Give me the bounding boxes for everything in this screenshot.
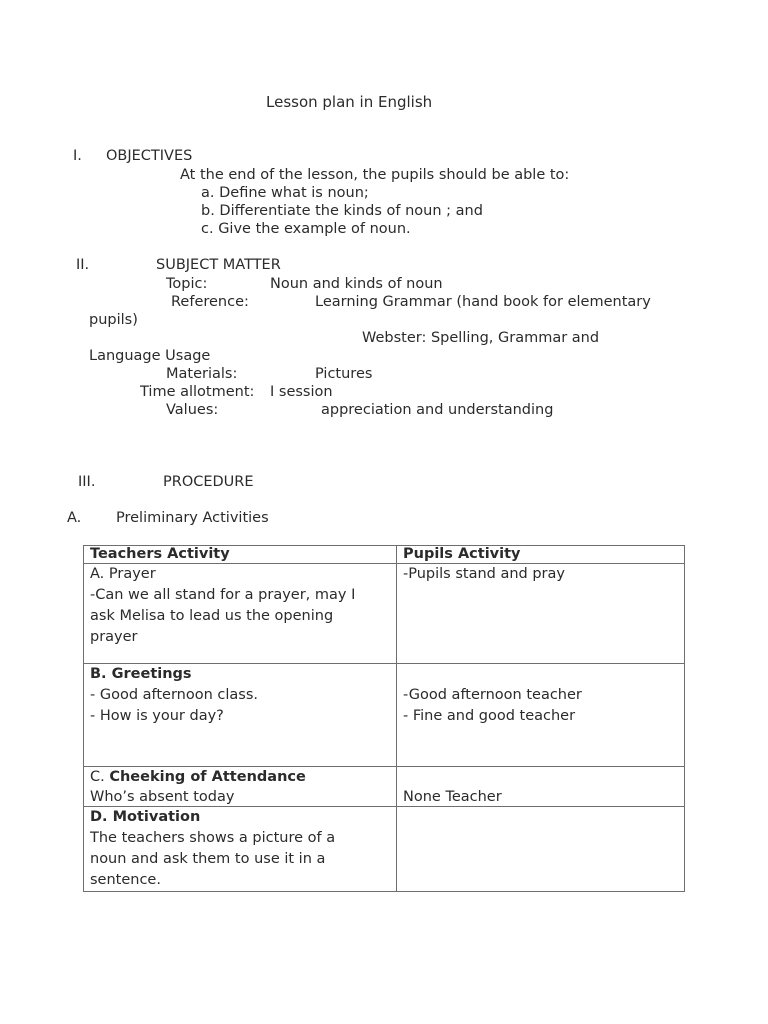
preliminary-heading: Preliminary Activities (116, 510, 269, 526)
pupil-line: -Pupils stand and pray (403, 566, 565, 582)
objectives-intro: At the end of the lesson, the pupils should be able to: (180, 167, 570, 183)
teacher-cell (84, 807, 397, 892)
reference-value: Learning Grammar (hand book for elementary (315, 294, 651, 310)
reference-label: Reference: (171, 294, 249, 310)
teacher-line: - How is your day? (90, 708, 224, 724)
activity-prefix: C. (90, 769, 105, 785)
subject-heading: SUBJECT MATTER (156, 257, 281, 273)
activity-title: A. Prayer (90, 566, 156, 582)
pupil-line: -Good afternoon teacher (403, 687, 582, 703)
teacher-line: prayer (90, 629, 138, 645)
teacher-line: - Good afternoon class. (90, 687, 259, 703)
preliminary-number: A. (67, 510, 82, 526)
objective-item: b. Differentiate the kinds of noun ; and (201, 203, 483, 219)
subject-number: II. (76, 257, 90, 273)
table-header-row (84, 546, 685, 564)
reference-wrap: pupils) (89, 312, 138, 328)
pupil-cell (397, 767, 685, 807)
teacher-cell (84, 767, 397, 807)
topic-label: Topic: (166, 276, 208, 292)
materials-value: Pictures (315, 366, 373, 382)
reference-wrap-2: Language Usage (89, 348, 211, 364)
time-value: I session (270, 384, 333, 400)
teacher-line: -Can we all stand for a prayer, may I (90, 587, 356, 603)
materials-label: Materials: (166, 366, 238, 382)
teacher-line: The teachers shows a picture of a (90, 830, 336, 846)
procedure-number: III. (78, 474, 96, 490)
values-label: Values: (166, 402, 219, 418)
teacher-line: noun and ask them to use it in a (90, 851, 326, 867)
activity-title: D. Motivation (90, 809, 201, 825)
objective-item: a. Define what is noun; (201, 185, 369, 201)
pupil-line: None Teacher (403, 789, 502, 805)
teacher-line: sentence. (90, 872, 161, 888)
time-label: Time allotment: (140, 384, 255, 400)
topic-value: Noun and kinds of noun (270, 276, 443, 292)
pupil-cell (397, 564, 685, 664)
objectives-number: I. (73, 148, 82, 164)
page-title: Lesson plan in English (266, 93, 433, 111)
objectives-heading: OBJECTIVES (106, 148, 193, 164)
procedure-heading: PROCEDURE (163, 474, 254, 490)
pupil-cell (397, 807, 685, 892)
teacher-line: Who’s absent today (90, 789, 235, 805)
activity-title: Cheeking of Attendance (109, 769, 306, 785)
values-value: appreciation and understanding (321, 402, 554, 418)
teacher-cell (84, 564, 397, 664)
table-row (84, 564, 685, 664)
reference-value-2: Webster: Spelling, Grammar and (362, 330, 600, 346)
teachers-activity-header: Teachers Activity (84, 546, 397, 564)
pupil-line: - Fine and good teacher (403, 708, 576, 724)
table-row (84, 664, 685, 767)
table-row (84, 807, 685, 892)
teacher-cell (84, 664, 397, 767)
pupils-activity-header: Pupils Activity (397, 546, 685, 564)
objective-item: c. Give the example of noun. (201, 221, 411, 237)
activities-table (83, 545, 685, 892)
table-row (84, 767, 685, 807)
teacher-line: ask Melisa to lead us the opening (90, 608, 334, 624)
pupil-cell (397, 664, 685, 767)
activity-title: B. Greetings (90, 666, 192, 682)
